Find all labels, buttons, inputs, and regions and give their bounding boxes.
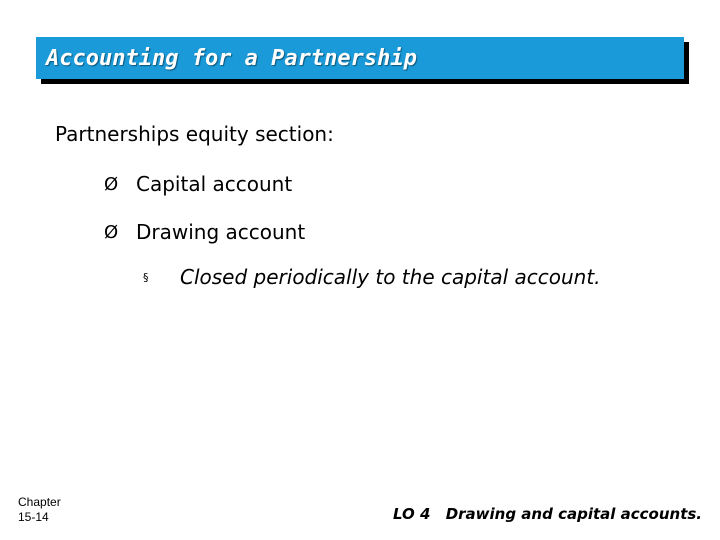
intro-text: Partnerships equity section: [55, 122, 334, 146]
arrow-bullet-icon: Ø [104, 173, 119, 195]
bullet-capital-account [104, 172, 292, 196]
chapter-page-number: 15-14 [18, 510, 49, 524]
arrow-bullet-icon: Ø [104, 221, 119, 243]
sub-bullet-closed-periodically [143, 265, 601, 289]
section-bullet-icon: § [143, 270, 149, 284]
title-bar [36, 37, 684, 79]
learning-objective [393, 505, 702, 523]
lo-code: LO 4 [393, 505, 431, 523]
chapter-word: Chapter [18, 495, 61, 509]
bullet-drawing-account [104, 220, 305, 244]
slide-title: Accounting for a Partnership [46, 45, 417, 71]
chapter-label [18, 495, 61, 525]
bullet-text: Capital account [136, 172, 293, 196]
lo-text: Drawing and capital accounts. [445, 505, 702, 523]
sub-bullet-text: Closed periodically to the capital account. [180, 265, 601, 289]
bullet-text: Drawing account [136, 220, 306, 244]
